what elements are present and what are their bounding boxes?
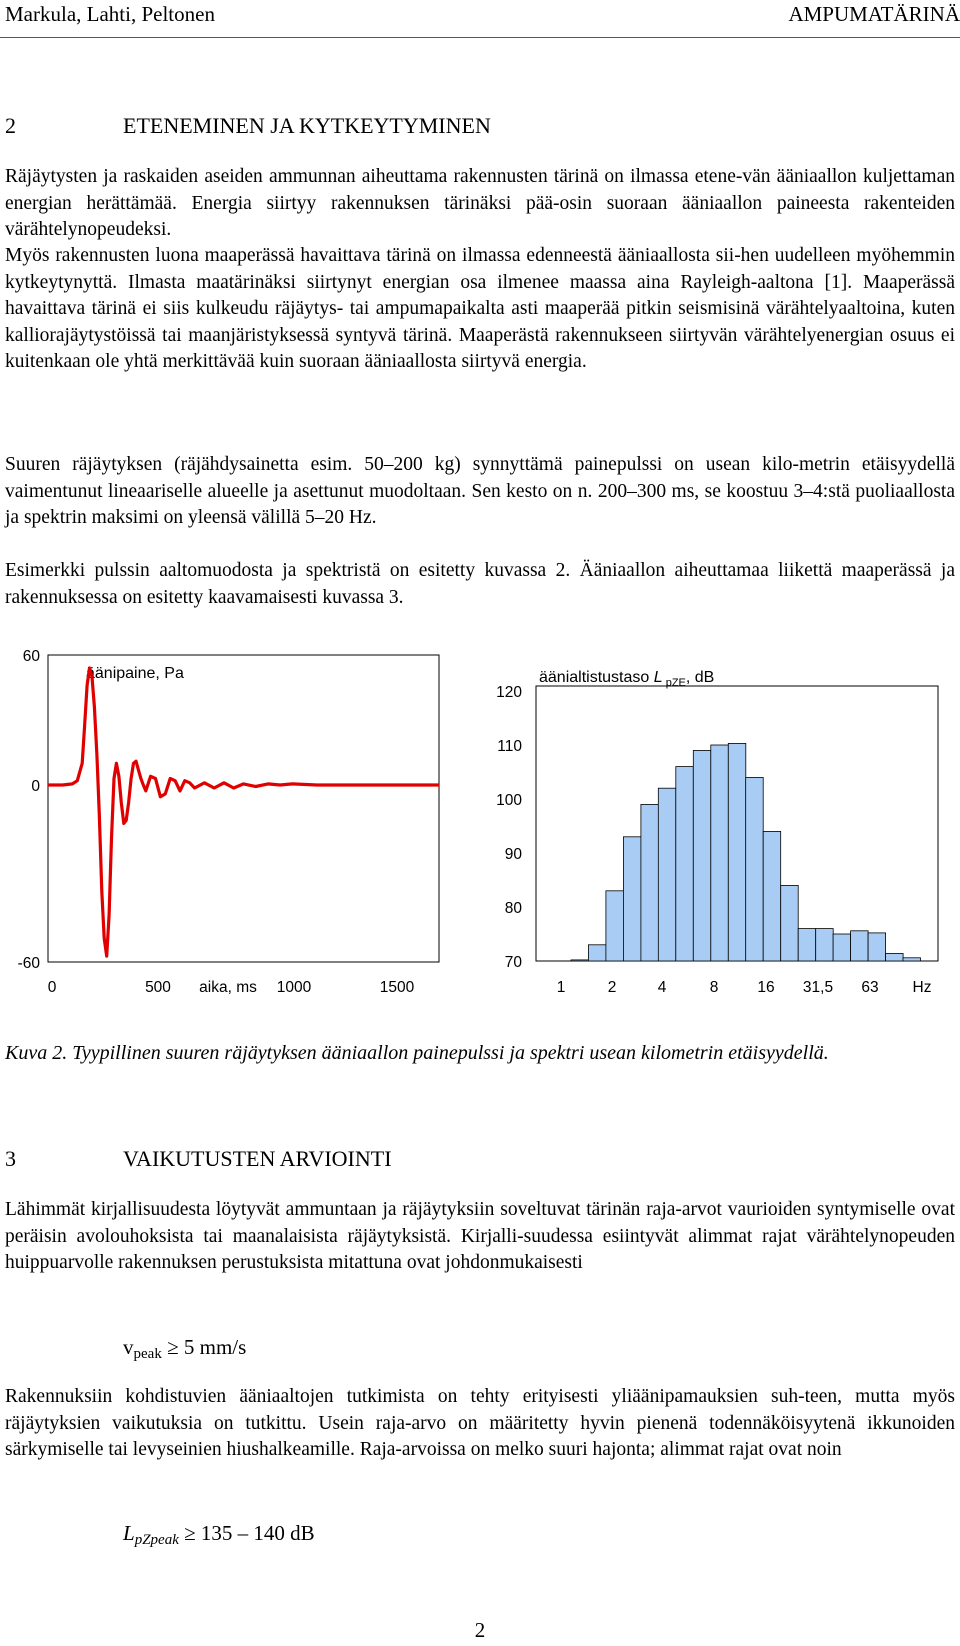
formula-symbol: v <box>123 1335 134 1359</box>
spectrum-bar <box>711 745 729 961</box>
spectrum-x-ticks <box>557 979 932 996</box>
page-number: 2 <box>474 1618 486 1642</box>
spectrum-x-tick-label: 2 <box>607 979 617 996</box>
spectrum-y-tick-label: 100 <box>496 792 522 809</box>
header-rule <box>0 37 960 38</box>
spectrum-bar <box>833 934 851 961</box>
spectrum-y-tick-label: 110 <box>497 738 522 755</box>
pressure-y-tick-label: 0 <box>31 778 40 795</box>
spectrum-bar <box>816 929 834 961</box>
spectrum-bar <box>606 891 624 961</box>
spectrum-bar <box>588 945 606 961</box>
spectrum-bar <box>781 885 799 961</box>
spectrum-y-tick-label: 120 <box>496 684 522 701</box>
spectrum-bar <box>641 804 659 961</box>
figure-caption: Kuva 2. Tyypillinen suuren räjäytyksen ääniaallon painepulssi ja spektri usean kilometrin etäisyydellä. <box>5 1042 829 1064</box>
formula-lpz-peak <box>123 1521 315 1549</box>
spectrum-y-tick-label: 80 <box>504 900 522 917</box>
spectrum-bars <box>571 743 921 961</box>
spectrum-x-tick-label: Hz <box>912 979 932 996</box>
pressure-y-tick-label: -60 <box>17 955 40 972</box>
paragraph: Myös rakennusten luona maaperässä havaittava tärinä on ilmassa edenneestä ääniaallosta sii-hen uudelleen myöhemmin kytkeytynyttä. Ilmasta maatärinäksi siirtynyt energian osa ilmenee maassa aina Rayleigh-aaltona [1]. Maaperässä havaittava tärinä ei siis kulkeudu räjäytys- tai ampumapaikalta asti maaperää pitkin seismisinä värähtelyaaltoina, kuten kalliorajäytystöissä tai maanjäristyksessä syntyvä tärinä. Maaperästä rakennukseen siirtyvän värähtelyenergian osuus ei kuitenkaan ole yhtä merkittävää kuin suoraan ääniaallosta siirtyvä energia. <box>5 245 955 372</box>
paragraph: Lähimmät kirjallisuudesta löytyvät ammuntaan ja räjäytyksiin soveltuvat tärinän raja-arvot vaurioiden syntymiselle ovat peräisin avolouhoksista tai maanalaisista räjäytyksistä. Kirjalli-suudessa esiintyvät alimmat rajat värähtelynopeuden huippuarvolle rakennuksen perustuksista mitattuna ovat johdonmukaisesti <box>5 1199 955 1273</box>
formula-subscript: pZpeak <box>134 1532 179 1548</box>
spectrum-x-tick-label: 63 <box>861 979 879 996</box>
paragraph: Räjäytysten ja raskaiden aseiden ammunnan aiheuttama rakennusten tärinä on ilmassa etene-vän ääniaallon kuljettaman energian herättämää. Energia siirtyy rakennuksen tärinäksi pää-osin suoraan ääniaallon paineesta rakenteiden värähtelynopeudeksi. <box>5 166 955 240</box>
paragraph: Esimerkki pulssin aaltomuodosta ja spektristä on esitetty kuvassa 2. Ääniaallon aiheuttamaa liikettä maaperässä ja rakennuksessa on esitetty kaavamaisesti kuvassa 3. <box>5 560 955 608</box>
formula-relation: ≥ 135 – 140 dB <box>178 1521 315 1545</box>
spectrum-bar <box>746 777 764 961</box>
spectrum-x-tick-label: 1 <box>556 979 566 996</box>
pressure-x-tick-label: 500 <box>145 979 171 996</box>
section-2-title: ETENEMINEN JA KYTKEYTYMINEN <box>123 113 491 138</box>
spectrum-x-tick-label: 31,5 <box>802 979 834 996</box>
spectrum-bar <box>658 788 676 961</box>
pressure-y-tick-label: 60 <box>22 648 40 665</box>
spectrum-bar <box>693 750 711 961</box>
formula-symbol: L <box>123 1521 135 1545</box>
spectrum-bar <box>623 837 641 961</box>
pressure-y-ticks <box>18 648 41 972</box>
spectrum-bar <box>903 958 921 961</box>
spectrum-y-ticks <box>496 684 522 971</box>
formula-v-peak <box>123 1335 246 1363</box>
running-header-authors: Markula, Lahti, Peltonen <box>5 2 215 26</box>
pressure-x-tick-label: 1000 <box>276 979 312 996</box>
pressure-x-tick-label: 1500 <box>379 979 415 996</box>
section-2-number: 2 <box>5 113 16 138</box>
spectrum-bar <box>886 953 904 961</box>
spectrum-bar <box>763 831 781 961</box>
spectrum-bar <box>851 931 869 961</box>
paragraph: Suuren räjäytyksen (räjähdysainetta esim. 50–200 kg) synnyttämä painepulssi on usean kilo-metrin etäisyydellä vaimentunut lineaariselle alueelle ja asettunut muodoltaan. Sen kesto on n. 200–300 ms, se koostuu 3–4:stä puoliaallosta ja spektrin maksimi on yleensä välillä 5–20 Hz. <box>5 454 955 528</box>
spectrum-x-tick-label: 8 <box>709 979 719 996</box>
spectrum-x-tick-label: 16 <box>757 979 775 996</box>
spectrum-bar <box>728 743 746 961</box>
spectrum-bar <box>798 929 816 961</box>
pressure-x-ticks <box>48 979 415 996</box>
pressure-x-tick-label: 0 <box>47 979 57 996</box>
formula-relation: ≥ 5 mm/s <box>161 1335 247 1359</box>
section-3-number: 3 <box>5 1146 16 1171</box>
paragraph: Rakennuksiin kohdistuvien ääniaaltojen tutkimista on tehty erityisesti yliäänipamauksien suh-teen, mutta myös räjäytyksien vaikutuksia on tutkittu. Usein raja-arvo on määritetty hyvin pienenä todennäköisyytenä ikkunoiden särkymiselle tai levyseinien hiushalkeamille. Raja-arvoissa on melko suuri hajonta; alimmat rajat ovat noin <box>5 1386 955 1460</box>
spectrum-bar <box>571 960 589 961</box>
pressure-x-label: aika, ms <box>199 979 257 996</box>
section-3-title: VAIKUTUSTEN ARVIOINTI <box>123 1146 392 1171</box>
spectrum-x-tick-label: 4 <box>657 979 667 996</box>
spectrum-y-tick-label: 70 <box>504 954 522 971</box>
running-header-title: AMPUMATÄRINÄ <box>788 2 960 26</box>
pressure-series-line <box>48 668 439 956</box>
pressure-chart-frame <box>48 655 439 962</box>
formula-subscript: peak <box>133 1346 162 1362</box>
spectrum-chart-title: äänialtistustaso L $_{pZE}$, dB <box>539 669 715 689</box>
spectrum-y-tick-label: 90 <box>504 846 522 863</box>
spectrum-chart-frame <box>536 686 938 961</box>
spectrum-bar <box>676 767 694 961</box>
spectrum-bar <box>868 933 886 961</box>
pressure-chart-title: äänipaine, Pa <box>86 665 184 682</box>
